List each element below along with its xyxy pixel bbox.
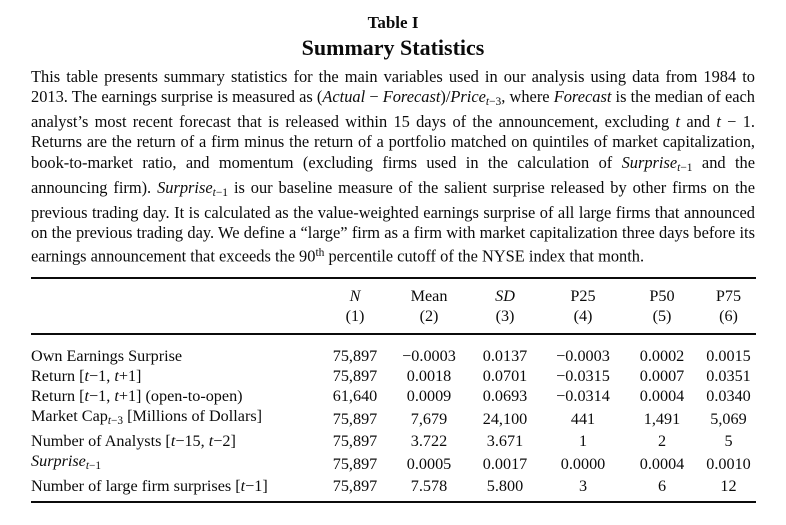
cell-value: 12 <box>720 477 737 496</box>
text-segment: −3 <box>111 415 124 428</box>
cell-value: 61,640 <box>332 386 378 405</box>
cell-value: −0.0314 <box>556 386 610 405</box>
row-label <box>31 451 319 476</box>
cell-value: 0.0007 <box>639 366 685 385</box>
column-header-label: P75 <box>715 286 742 305</box>
table-row <box>31 366 756 386</box>
text-segment: Return [ <box>31 386 85 405</box>
text-segment: −1, <box>89 386 115 405</box>
text-segment: −3 <box>489 96 502 109</box>
text-segment: Price <box>450 87 486 107</box>
cell-value: 0.0004 <box>639 386 685 405</box>
cell-value: 75,897 <box>332 366 378 385</box>
text-segment: Return [ <box>31 366 85 385</box>
column-header <box>623 278 701 334</box>
row-label <box>31 431 319 451</box>
text-segment: t <box>85 460 90 473</box>
summary-statistics-table <box>31 277 756 503</box>
column-header-label: P25 <box>570 286 596 305</box>
cell-value: 0.0018 <box>406 366 452 385</box>
text-segment: t <box>208 432 214 451</box>
text-segment: t <box>84 366 89 385</box>
cell-value: 0.0340 <box>706 386 751 405</box>
text-segment: , where <box>501 87 554 107</box>
cell-value: 75,897 <box>332 346 378 365</box>
text-segment: Surprise <box>31 452 86 471</box>
table-body <box>31 334 756 502</box>
cell-value: 75,897 <box>332 477 378 496</box>
cell-value: 0.0005 <box>406 454 452 473</box>
text-segment: )/ <box>440 87 451 107</box>
text-segment: Actual <box>322 87 366 107</box>
column-header-label: N <box>349 286 361 305</box>
table-row <box>31 431 756 451</box>
column-header-label: P50 <box>649 286 675 305</box>
cell-value: 0.0351 <box>706 366 751 385</box>
column-header <box>319 278 391 334</box>
table-row <box>31 386 756 406</box>
cell-value: 5,069 <box>710 409 747 428</box>
column-header <box>467 278 543 334</box>
cell-value: 5.800 <box>486 477 524 496</box>
cell-value: 3 <box>578 477 588 496</box>
cell-value: 7,679 <box>410 409 448 428</box>
text-segment: t <box>170 432 176 451</box>
text-segment: Surprise <box>157 177 213 197</box>
cell-value: −0.0003 <box>402 346 456 365</box>
column-header-number: (3) <box>495 306 515 325</box>
table-row <box>31 334 756 366</box>
row-label <box>31 386 319 406</box>
text-segment: −15, <box>175 432 209 451</box>
row-label <box>31 334 319 366</box>
table-head <box>31 278 756 334</box>
text-segment: t <box>114 366 119 385</box>
table-note <box>31 67 755 267</box>
cell-value: 3.671 <box>486 432 524 451</box>
table-number: Table I <box>367 13 419 32</box>
text-segment: t <box>716 112 721 132</box>
text-segment: is our baseline measure of the salient surprise released by other firms on the previous trading day. It is calculated as the value-weighted earnings surprise of all large firms that announced on the previous trading day. We define a “large” firm as a firm with market capitalization three days before its earnings announcement that exceeds the 90 <box>31 177 755 266</box>
column-header <box>701 278 756 334</box>
column-header-label: SD <box>495 286 515 305</box>
text-segment: +1] <box>118 366 142 385</box>
text-segment: th <box>315 247 325 260</box>
column-header-number: (4) <box>573 306 593 325</box>
table-row <box>31 406 756 431</box>
cell-value: 75,897 <box>332 454 378 473</box>
text-segment: Forecast <box>553 87 612 107</box>
cell-value: 0.0017 <box>482 454 528 473</box>
text-segment: +1] (open-to-open) <box>118 386 243 405</box>
text-segment: Surprise <box>621 152 678 172</box>
column-header-number: (6) <box>719 306 738 325</box>
text-segment: t <box>675 112 681 132</box>
table-row <box>31 476 756 502</box>
cell-value: −0.0003 <box>556 346 610 365</box>
cell-value: 0.0137 <box>482 346 528 365</box>
text-segment: − 1. Returns are the return of a firm minus the return of a portfolio matched on quintiles of market capitalization, book-to-market ratio, and momentum (excluding firms used in the calculation of <box>31 112 755 172</box>
cell-value: 1 <box>578 432 588 451</box>
text-segment: percentile cutoff of the NYSE index that month. <box>324 246 645 266</box>
text-segment: t <box>677 161 681 174</box>
cell-value: 3.722 <box>410 432 448 451</box>
text-segment: is the median of each analyst’s most recent forecast that is released within 15 days of the announcement, excluding <box>31 87 755 132</box>
table-row <box>31 451 756 476</box>
text-segment: [Millions of Dollars] <box>123 406 263 425</box>
corner-cell <box>31 278 319 334</box>
text-segment: Own Earnings Surprise <box>31 346 183 365</box>
text-segment: and the announcing firm). <box>31 152 755 197</box>
text-segment: −1, <box>89 366 115 385</box>
cell-value: 0.0000 <box>560 454 606 473</box>
cell-value: 441 <box>570 409 596 428</box>
text-segment: t <box>114 386 119 405</box>
cell-value: −0.0315 <box>556 366 610 385</box>
cell-value: 75,897 <box>332 409 378 428</box>
column-header <box>391 278 467 334</box>
cell-value: 75,897 <box>332 432 378 451</box>
cell-value: 0.0004 <box>639 454 685 473</box>
text-segment: t <box>485 96 490 109</box>
page-title: Summary Statistics <box>301 35 485 60</box>
column-header-number: (5) <box>652 306 672 325</box>
cell-value: 0.0701 <box>482 366 528 385</box>
cell-value: 7.578 <box>410 477 448 496</box>
text-segment: t <box>107 415 112 428</box>
cell-value: 0.0009 <box>406 386 452 405</box>
column-header <box>543 278 623 334</box>
row-label <box>31 366 319 386</box>
table-head-row <box>31 278 756 334</box>
text-segment: t <box>212 187 216 200</box>
text-segment: and <box>680 112 717 132</box>
text-segment: − <box>365 87 383 107</box>
cell-value: 0.0693 <box>482 386 528 405</box>
row-label <box>31 406 319 431</box>
text-segment: −1] <box>245 477 268 496</box>
text-segment: t <box>240 477 246 496</box>
cell-value: 2 <box>657 432 667 451</box>
text-segment: Forecast <box>382 87 441 107</box>
column-header-label: Mean <box>410 286 448 305</box>
column-header-number: (2) <box>419 306 439 325</box>
text-segment: Number of large firm surprises [ <box>31 477 241 496</box>
cell-value: 0.0015 <box>706 346 751 365</box>
text-segment: Number of Analysts [ <box>31 432 171 451</box>
text-segment: t <box>84 386 89 405</box>
cell-value: 1,491 <box>643 409 681 428</box>
cell-value: 6 <box>657 477 667 496</box>
cell-value: 0.0002 <box>639 346 685 365</box>
text-segment: −1 <box>680 161 693 174</box>
text-segment: This table presents summary statistics for the main variables used in our analysis using data from 1984 to 2013. The earnings surprise is measured as ( <box>31 67 755 107</box>
text-segment: −1 <box>89 460 102 473</box>
text-segment: −1 <box>215 187 229 200</box>
cell-value: 5 <box>724 432 733 451</box>
column-header-number: (1) <box>345 306 365 325</box>
cell-value: 0.0010 <box>706 454 751 473</box>
text-segment: Market Cap <box>31 406 108 425</box>
text-segment: −2] <box>213 432 236 451</box>
row-label <box>31 476 319 502</box>
cell-value: 24,100 <box>482 409 528 428</box>
